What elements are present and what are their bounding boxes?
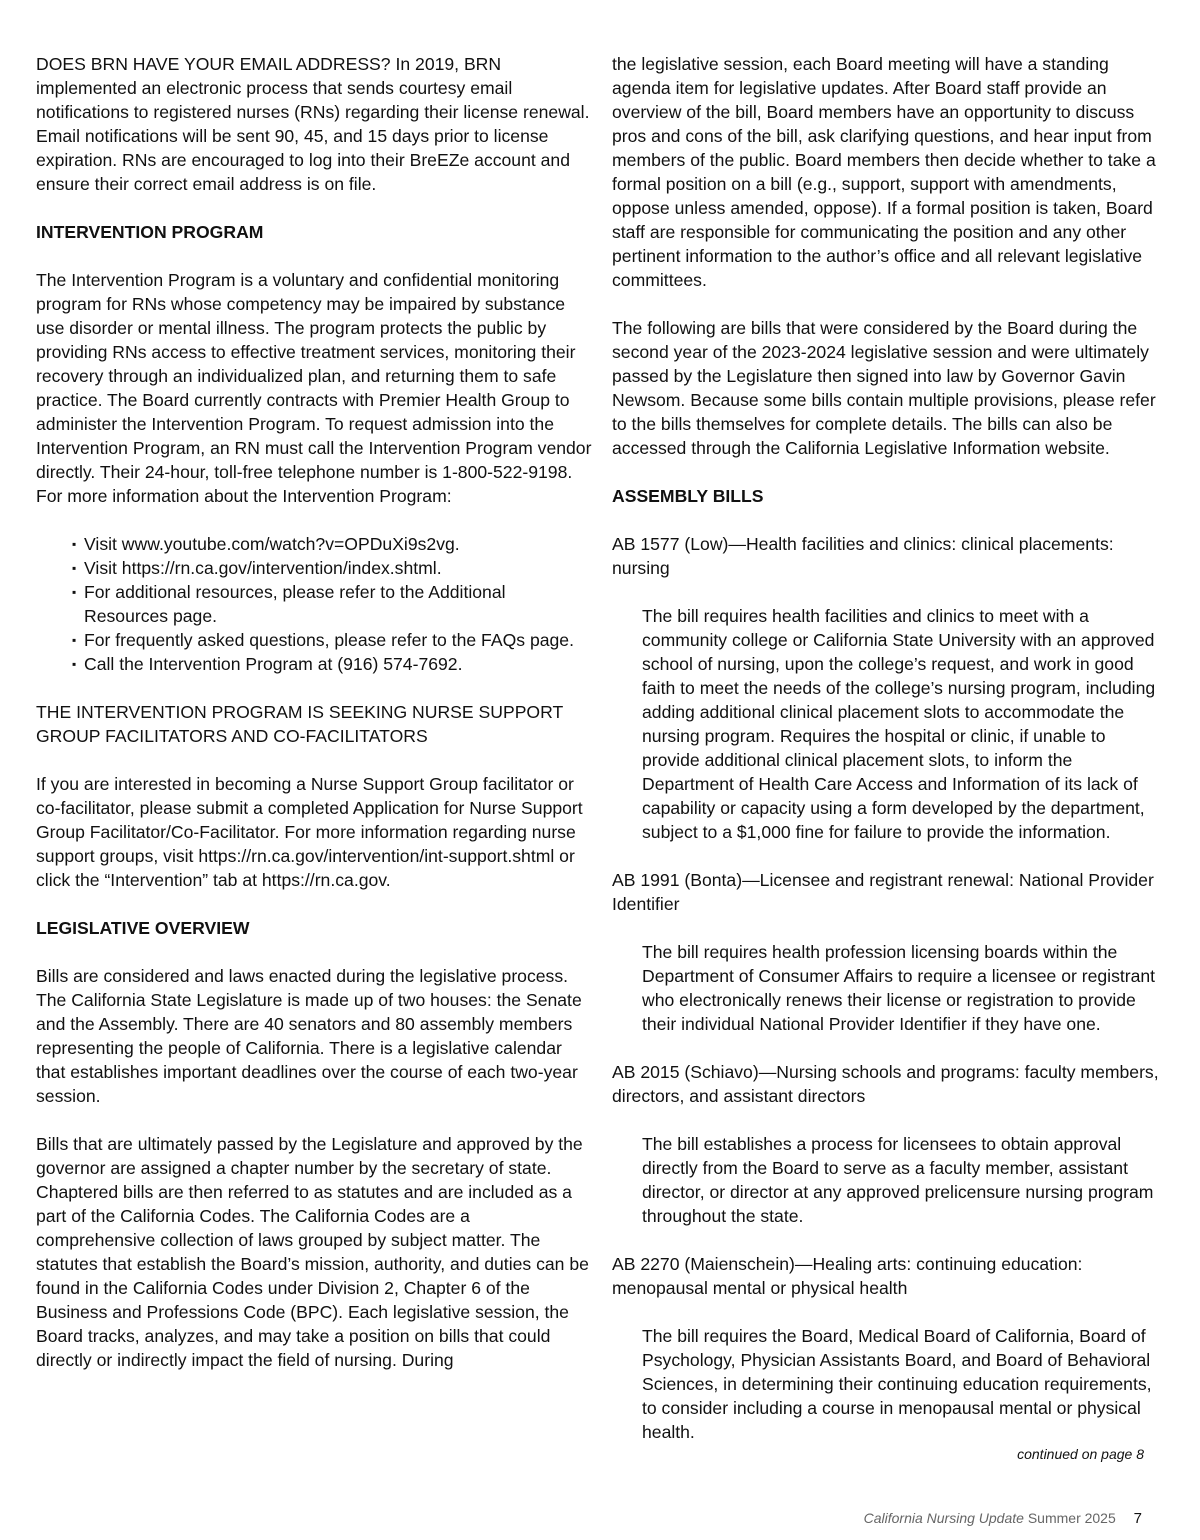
list-item: ▪ For additional resources, please refer to the Additional Resources page. — [72, 580, 592, 628]
facilitators-paragraph: If you are interested in becoming a Nurse Support Group facilitator or co-facilitator, please submit a completed Application for Nurse Support Group Facilitator/Co-Facilitator. For more information regarding nurse support groups, visit https://rn.ca.gov/intervention/int-support.shtml or click the “Intervention” tab at https://rn.ca.gov. — [36, 774, 583, 890]
page-footer — [864, 1508, 1142, 1529]
left-column — [36, 52, 592, 1396]
legislative-continued-paragraph: the legislative session, each Board meeting will have a standing agenda item for legislative updates. After Board staff provide an overview of the bill, Board members have an opportunity to discuss pros and cons of the bill, ask clarifying questions, and hear input from members of the public. Board members then decide whether to take a formal position on a bill (e.g., support, support with amendments, oppose unless amended, oppose). If a formal position is taken, Board staff are responsible for communicating the position and any other pertinent information to the author’s office and all relevant legislative committees. — [612, 54, 1156, 290]
facilitators-heading: THE INTERVENTION PROGRAM IS SEEKING NURSE SUPPORT GROUP FACILITATORS AND CO-FACILITATORS — [36, 702, 563, 746]
bill-entry — [612, 868, 1168, 1036]
intervention-program-heading: INTERVENTION PROGRAM — [36, 222, 264, 242]
bill-description: The bill requires health profession licensing boards within the Department of Consumer Affairs to require a licensee or registrant who electronically renews their license or registration to provide their individual National Provider Identifier if they have one. — [642, 942, 1156, 1034]
bill-title: AB 1577 (Low)—Health facilities and clinics: clinical placements: nursing — [612, 534, 1114, 578]
continued-note: continued on page 8 — [1017, 1446, 1144, 1462]
list-item: ▪ Call the Intervention Program at (916) 574-7692. — [72, 652, 592, 676]
right-column — [612, 52, 1168, 1468]
bill-entry — [612, 1252, 1168, 1444]
intervention-program-paragraph: The Intervention Program is a voluntary and confidential monitoring program for RNs whose competency may be impaired by substance use disorder or mental illness. The program protects the public by providing RNs access to effective treatment services, monitoring their recovery through an individualized plan, and returning them to safe practice. The Board currently contracts with Premier Health Group to administer the Intervention Program. To request admission into the Intervention Program, an RN must call the Intervention Program vendor directly. Their 24-hour, toll-free telephone number is 1-800-522-9198. For more information about the Intervention Program: — [36, 270, 592, 506]
bills-intro-paragraph: The following are bills that were considered by the Board during the second year of the 2023-2024 legislative session and were ultimately passed by the Legislature then signed into law by Governor Gavin Newsom. Because some bills contain multiple provisions, please refer to the bills themselves for complete details. The bills can also be accessed through the California Legislative Information website. — [612, 318, 1156, 458]
list-item: ▪ Visit https://rn.ca.gov/intervention/index.shtml. — [72, 556, 592, 580]
bill-entry — [612, 532, 1168, 844]
assembly-bills-heading: ASSEMBLY BILLS — [612, 486, 764, 506]
publication-name: California Nursing Update — [863, 1510, 1024, 1526]
bill-description: The bill requires the Board, Medical Board of California, Board of Psychology, Physician Assistants Board, and Board of Behavioral Sciences, in determining their continuing education requirements, to consider including a course in menopausal mental or physical health. — [642, 1326, 1152, 1442]
bill-entry — [612, 1060, 1168, 1228]
bill-title: AB 2270 (Maienschein)—Healing arts: continuing education: menopausal mental or physical health — [612, 1254, 1083, 1298]
list-item: ▪ For frequently asked questions, please refer to the FAQs page. — [72, 628, 592, 652]
legislative-overview-heading: LEGISLATIVE OVERVIEW — [36, 918, 250, 938]
page-number: 7 — [1133, 1510, 1142, 1527]
bill-title: AB 1991 (Bonta)—Licensee and registrant renewal: National Provider Identifier — [612, 870, 1154, 914]
bill-title: AB 2015 (Schiavo)—Nursing schools and programs: faculty members, directors, and assistant directors — [612, 1062, 1159, 1106]
bill-description: The bill requires health facilities and clinics to meet with a community college or California State University with an approved school of nursing, upon the college’s request, and work in good faith to meet the needs of the college’s nursing program, including adding additional clinical placement slots to accommodate the nursing program. Requires the hospital or clinic, if unable to provide additional clinical placement slots, to inform the Department of Health Care Access and Information of its lack of capability or capacity using a form developed by the department, subject to a $1,000 fine for failure to provide the information. — [642, 606, 1156, 842]
email-notice-paragraph: DOES BRN HAVE YOUR EMAIL ADDRESS? In 2019, BRN implemented an electronic process that sends courtesy email notifications to registered nurses (RNs) regarding their license renewal. Email notifications will be sent 90, 45, and 15 days prior to license expiration. RNs are encouraged to log into their BreEZe account and ensure their correct email address is on file. — [36, 54, 590, 194]
legislative-paragraph-2: Bills that are ultimately passed by the Legislature and approved by the governor are assigned a chapter number by the secretary of state. Chaptered bills are then referred to as statutes and are included as a part of the California Codes. The California Codes are a comprehensive collection of laws grouped by subject matter. The statutes that establish the Board’s mission, authority, and duties can be found in the California Codes under Division 2, Chapter 6 of the Business and Professions Code (BPC). Each legislative session, the Board tracks, analyzes, and may take a position on bills that could directly or indirectly impact the field of nursing. During — [36, 1134, 589, 1370]
bill-description: The bill establishes a process for licensees to obtain approval directly from the Board to serve as a faculty member, assistant director, or director at any approved prelicensure nursing program throughout the state. — [642, 1134, 1154, 1226]
issue-label: Summer 2025 — [1027, 1510, 1116, 1526]
intervention-resources-list — [36, 532, 592, 676]
list-item: ▪ Visit www.youtube.com/watch?v=OPDuXi9s2vg. — [72, 532, 592, 556]
legislative-paragraph-1: Bills are considered and laws enacted during the legislative process. The California State Legislature is made up of two houses: the Senate and the Assembly. There are 40 senators and 80 assembly members representing the people of California. There is a legislative calendar that establishes important deadlines over the course of each two-year session. — [36, 966, 582, 1106]
